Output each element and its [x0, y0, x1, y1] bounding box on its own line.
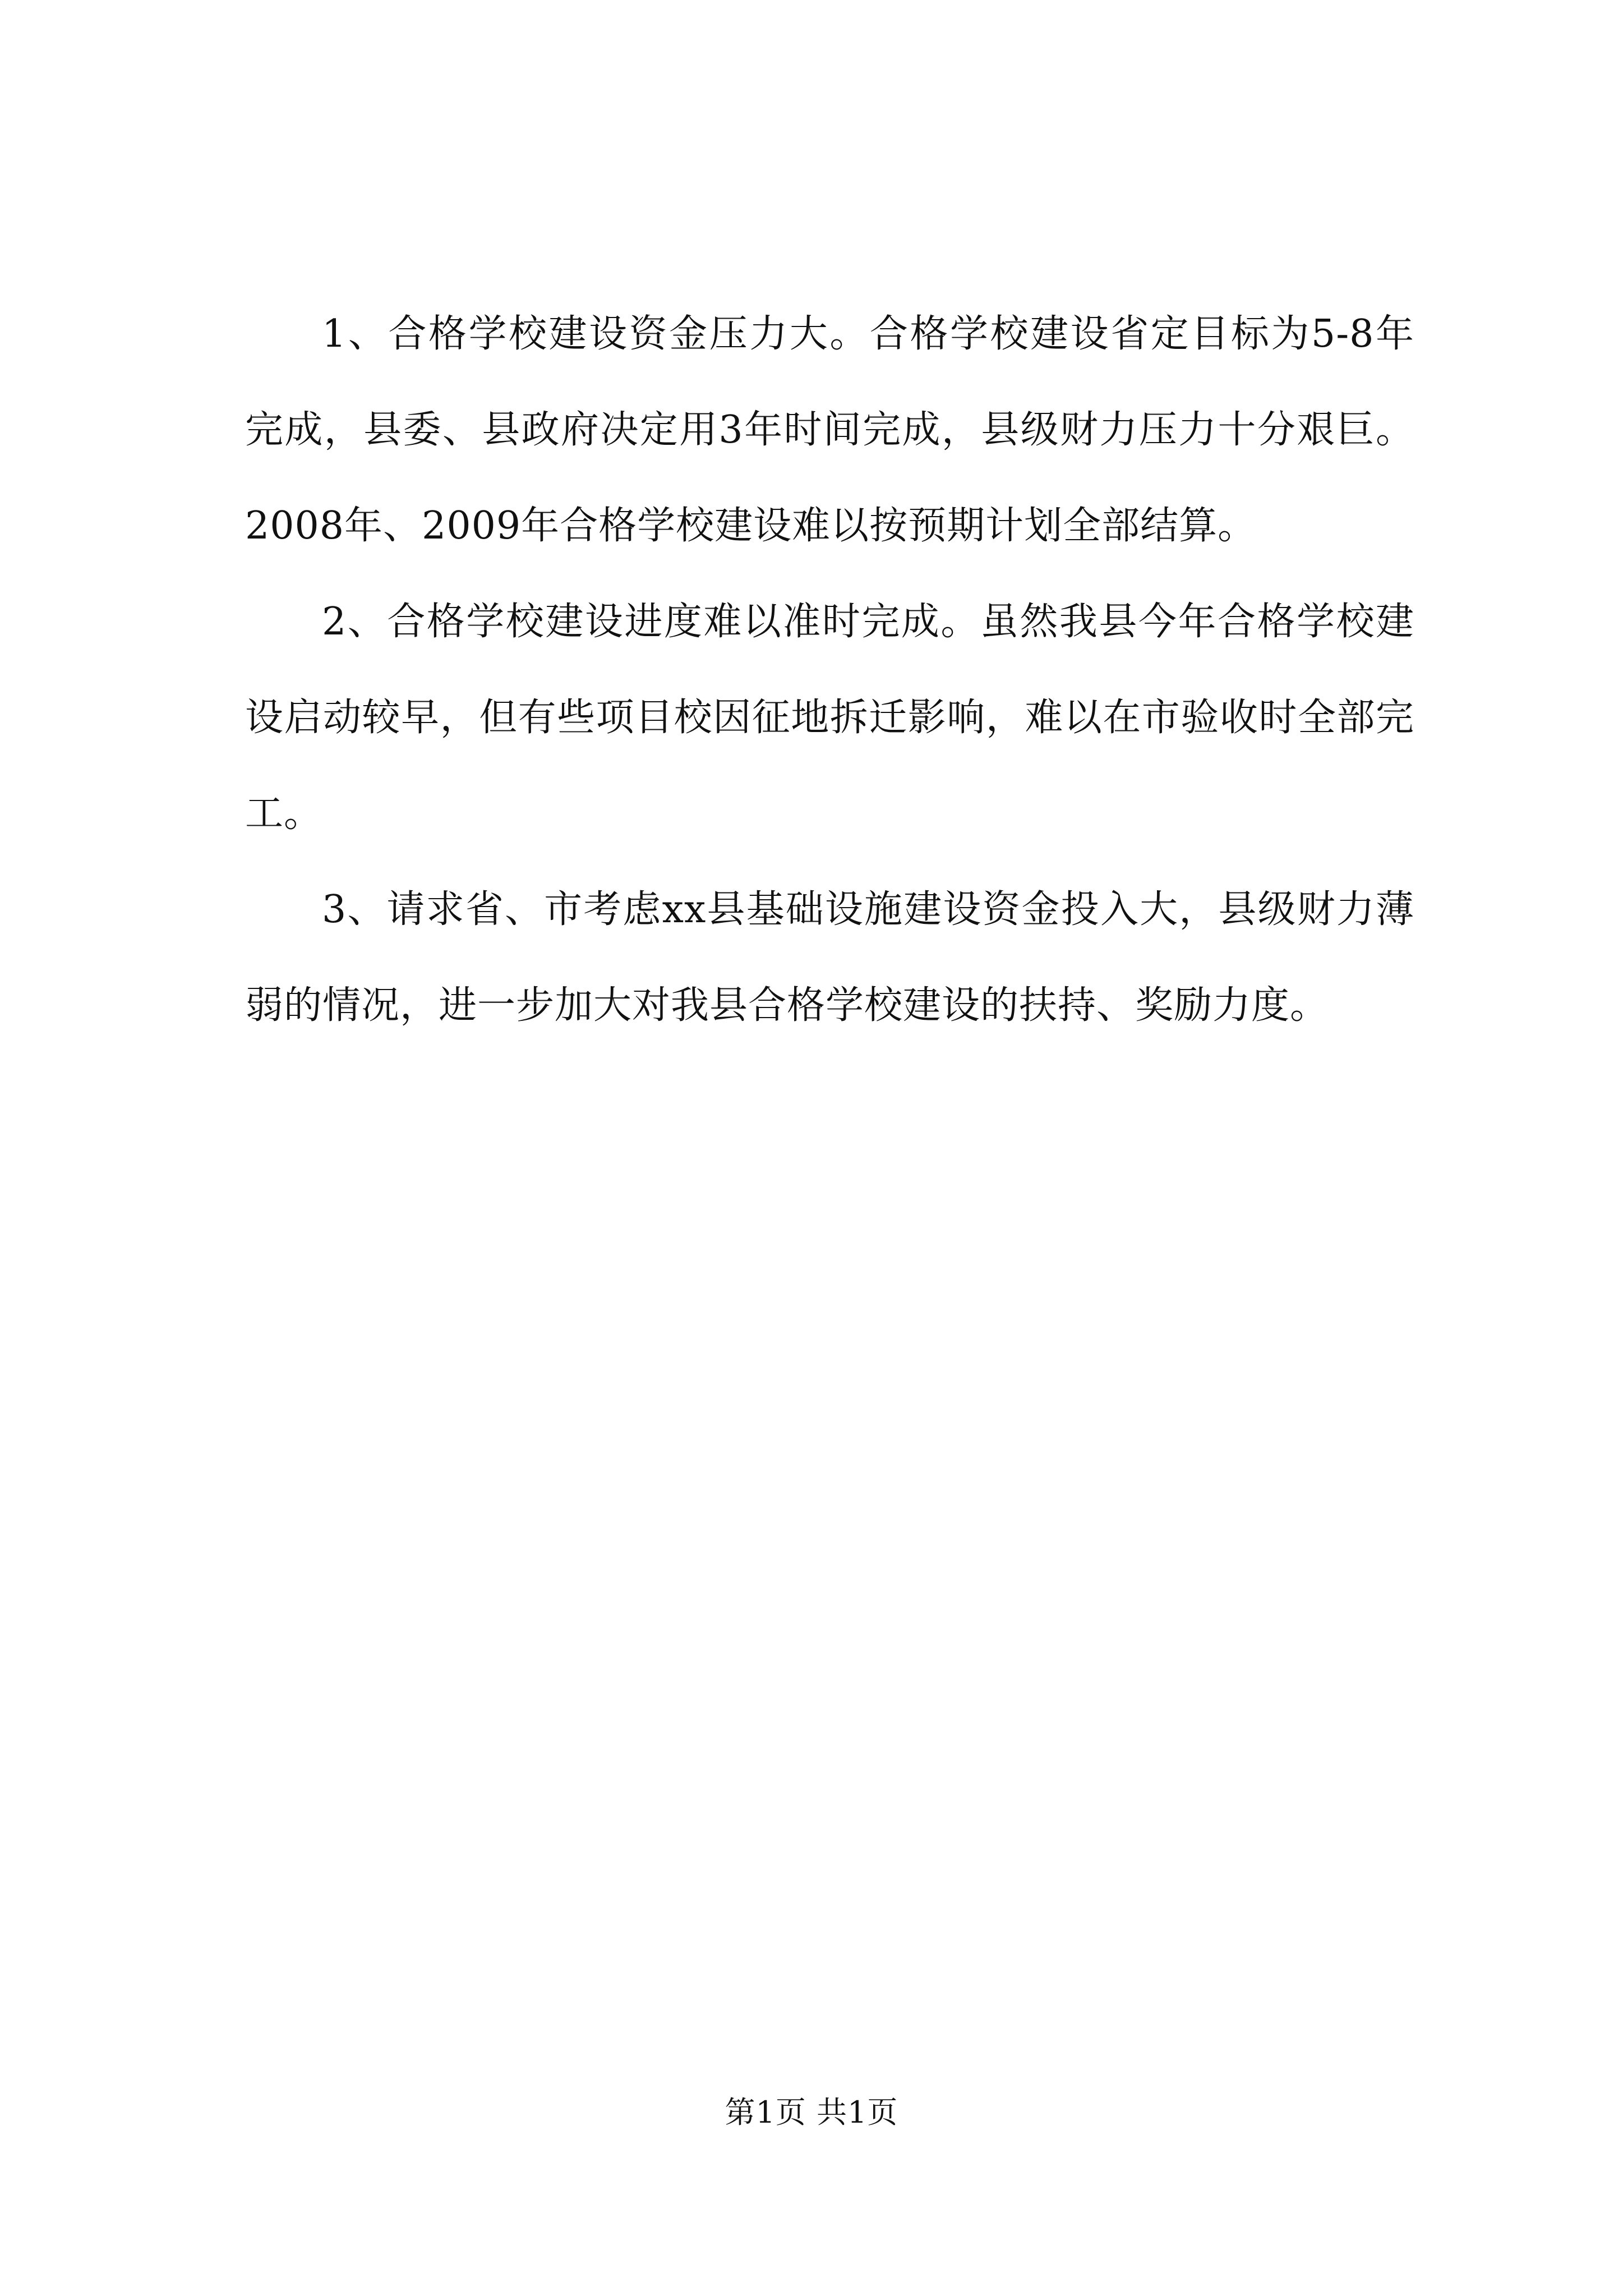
document-body	[245, 286, 1414, 1053]
paragraph-1: 1、合格学校建设资金压力大。合格学校建设省定目标为5-8年完成，县委、县政府决定用3年时间完成，县级财力压力十分艰巨。2008年、2009年合格学校建设难以按预期计划全部结算。	[245, 312, 1414, 548]
paragraph-3: 3、请求省、市考虑xx县基础设施建设资金投入大，县级财力薄弱的情况，进一步加大对我县合格学校建设的扶持、奖励力度。	[245, 887, 1414, 1028]
paragraph-2: 2、合格学校建设进度难以准时完成。虽然我县今年合格学校建设启动较早，但有些项目校因征地拆迁影响，难以在市验收时全部完工。	[245, 600, 1414, 836]
page-footer: 第1页 共1页	[725, 2095, 898, 2130]
